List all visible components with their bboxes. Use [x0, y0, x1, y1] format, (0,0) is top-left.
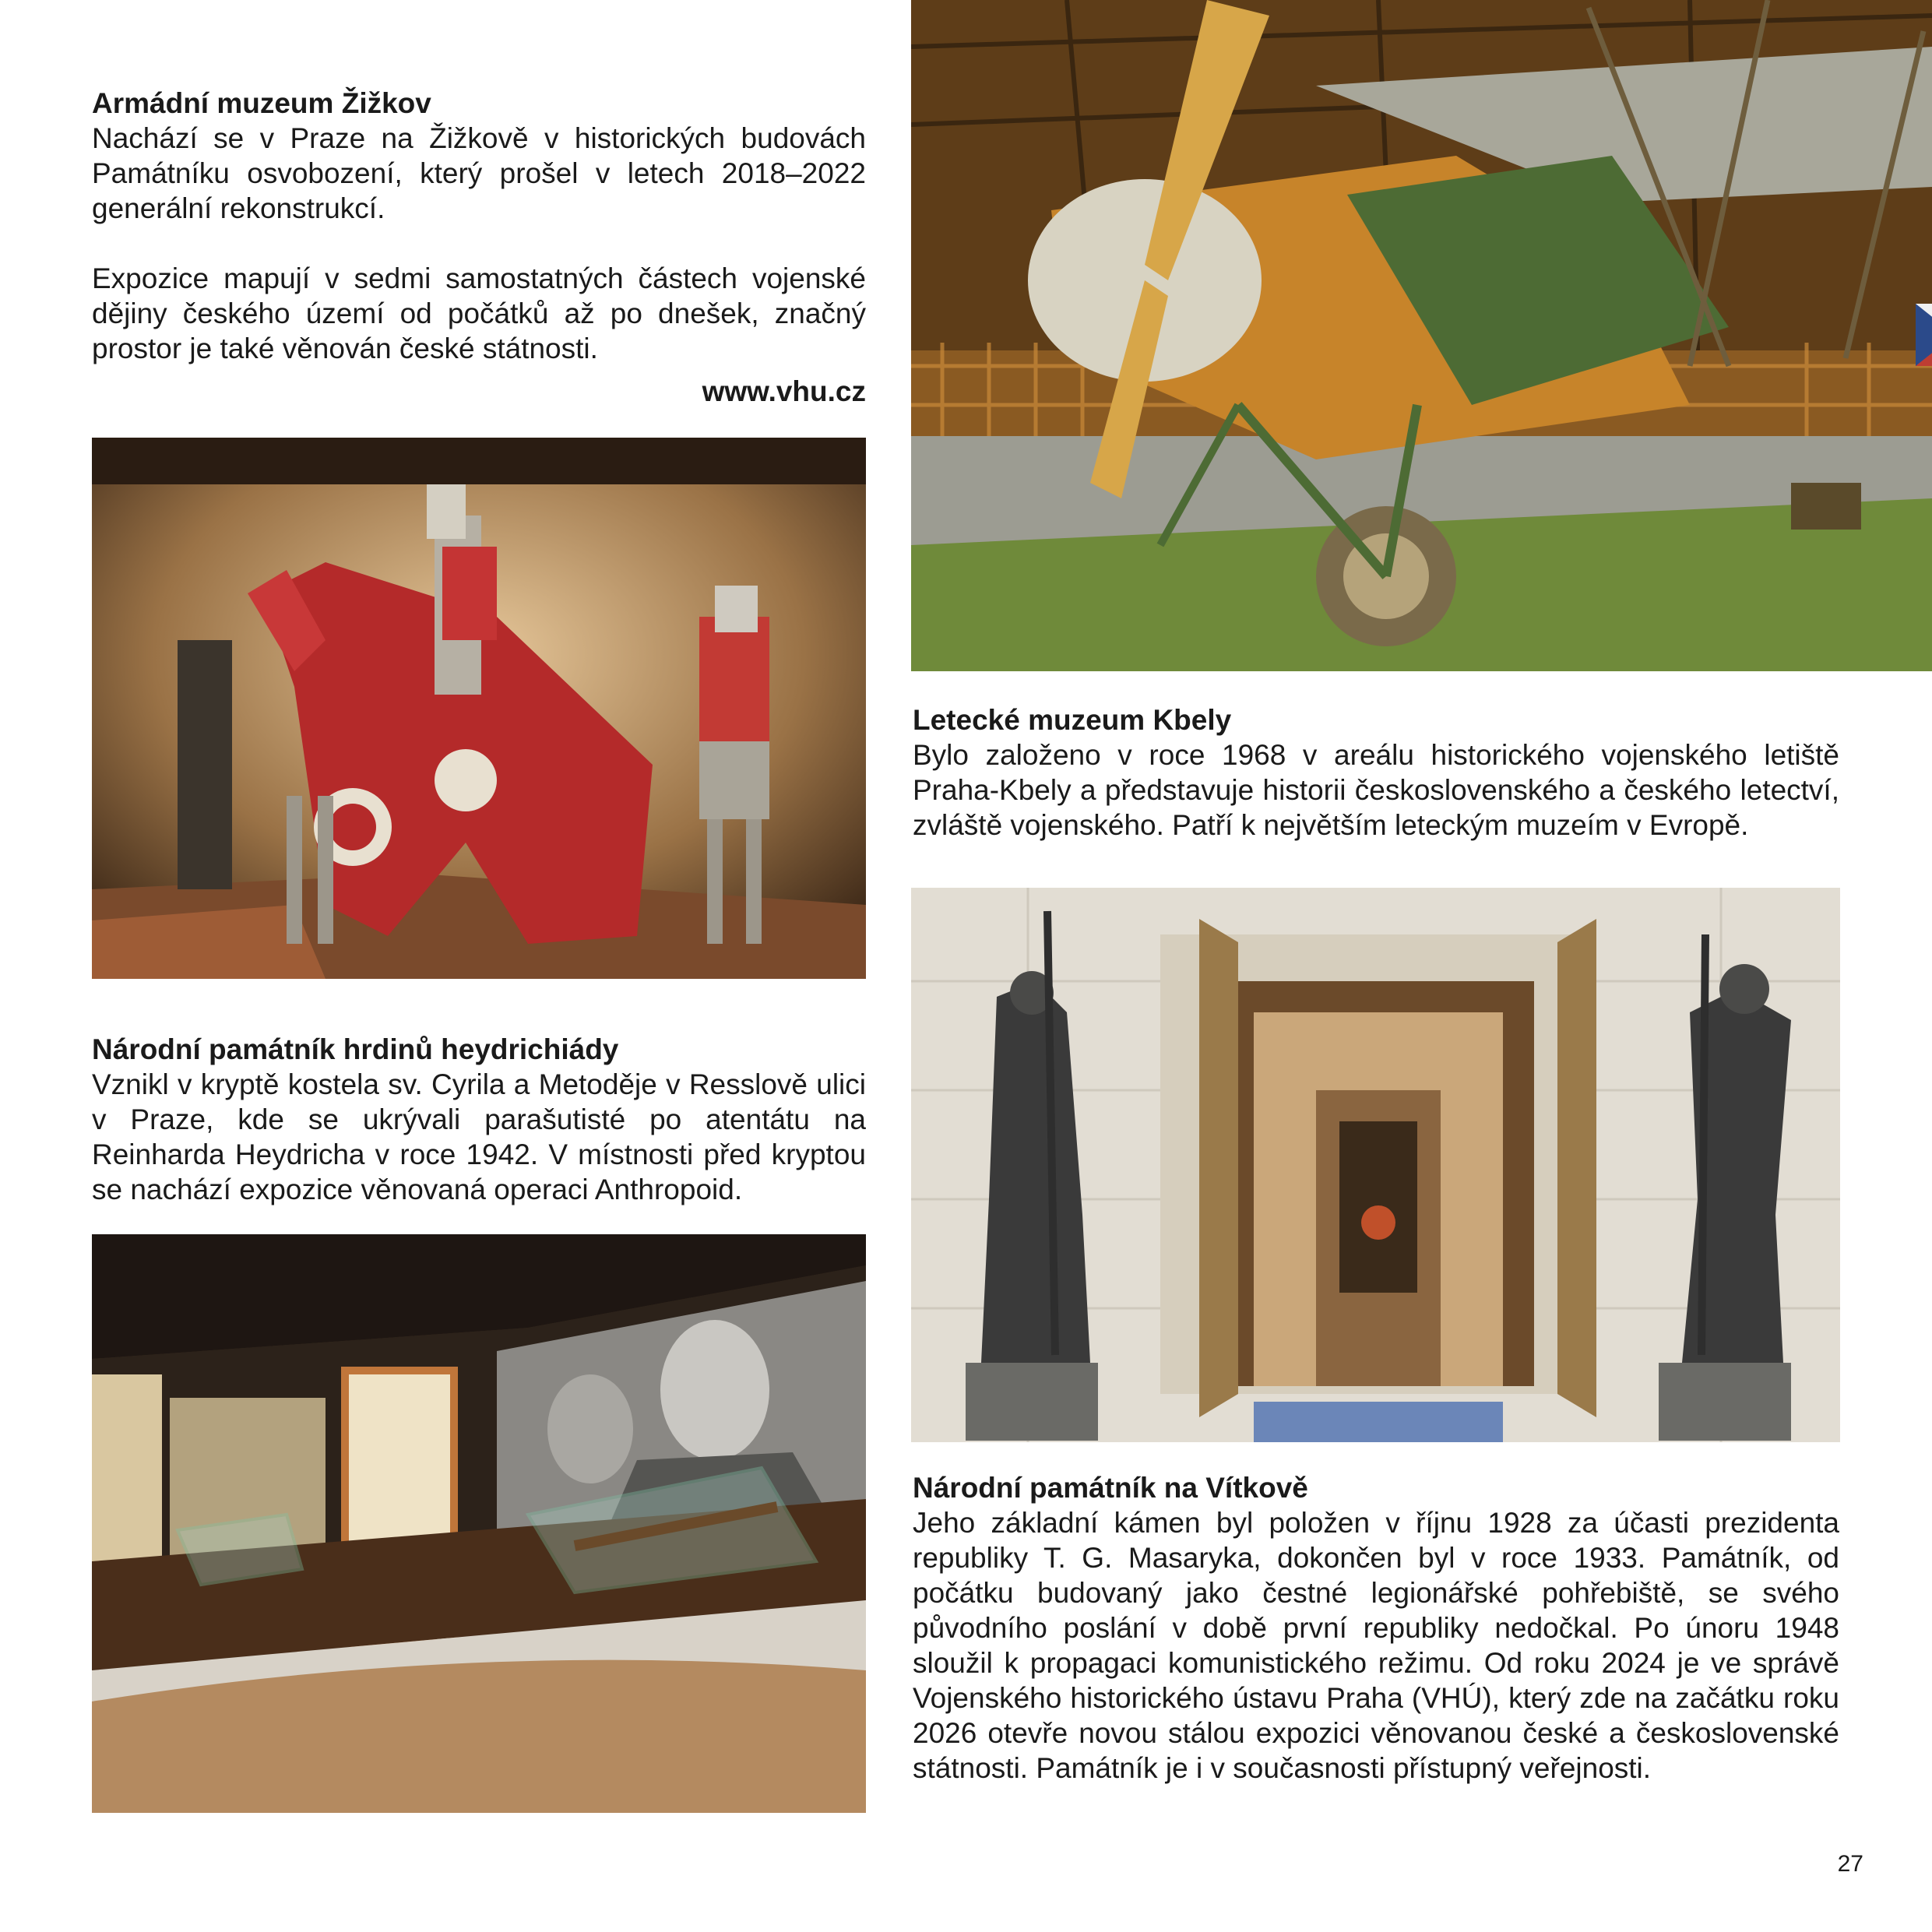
section-title: Armádní muzeum Žižkov: [92, 87, 431, 119]
section-title: Národní památník hrdinů heydrichiády: [92, 1033, 619, 1065]
section-zizkov: [92, 86, 866, 408]
photo-exhibition: [92, 1234, 866, 1813]
section-title: Národní památník na Vítkově: [913, 1472, 1308, 1504]
section-title: Letecké muzeum Kbely: [913, 704, 1232, 736]
photo-biplane: [911, 0, 1932, 671]
page-number: 27: [1837, 1851, 1863, 1877]
section-heydrichiada: [92, 1032, 866, 1207]
photo-knights: [92, 438, 866, 979]
section-text: Expozice mapují v sedmi samostatných částech vojenské dějiny českého území od počátků až po dnešek, značný prostor je také věnován české státnosti.: [92, 262, 866, 364]
section-vitkov: [913, 1470, 1839, 1786]
section-text: Nachází se v Praze na Žižkově v historických budovách Památníku osvobození, který prošel v letech 2018–2022 generální rekonstrukcí.: [92, 122, 866, 224]
section-text: Jeho základní kámen byl položen v říjnu 1928 za účasti prezidenta republiky T. G. Masaryka, dokončen byl v roce 1933. Památník, od počátku budovaný jako čestné legionářské pohřebiště, se svého původního poslání v době první republiky nedočkal. Po únoru 1948 sloužil k propagaci komunistického režimu. Od roku 2024 je ve správě Vojenského historického ústavu Praha (VHÚ), který zde na začátku roku 2026 otevře novou stálou expozici věnovanou české a československé státnosti. Památník je i v současnosti přístupný veřejnosti.: [913, 1507, 1839, 1784]
photo-memorial: [911, 888, 1840, 1442]
section-kbely: [913, 702, 1839, 843]
website-link[interactable]: www.vhu.cz: [702, 375, 866, 407]
section-text: Vznikl v kryptě kostela sv. Cyrila a Metoděje v Resslově ulici v Praze, kde se ukrývali parašutisté po atentátu na Reinharda Heydricha v roce 1942. V místnosti před kryptou se nachází expozice věnovaná operaci Anthropoid.: [92, 1068, 866, 1205]
section-text: Bylo založeno v roce 1968 v areálu historického vojenského letiště Praha-Kbely a představuje historii československého a českého letectví, zvláště vojenského. Patří k největším leteckým muzeím v Evropě.: [913, 739, 1839, 841]
